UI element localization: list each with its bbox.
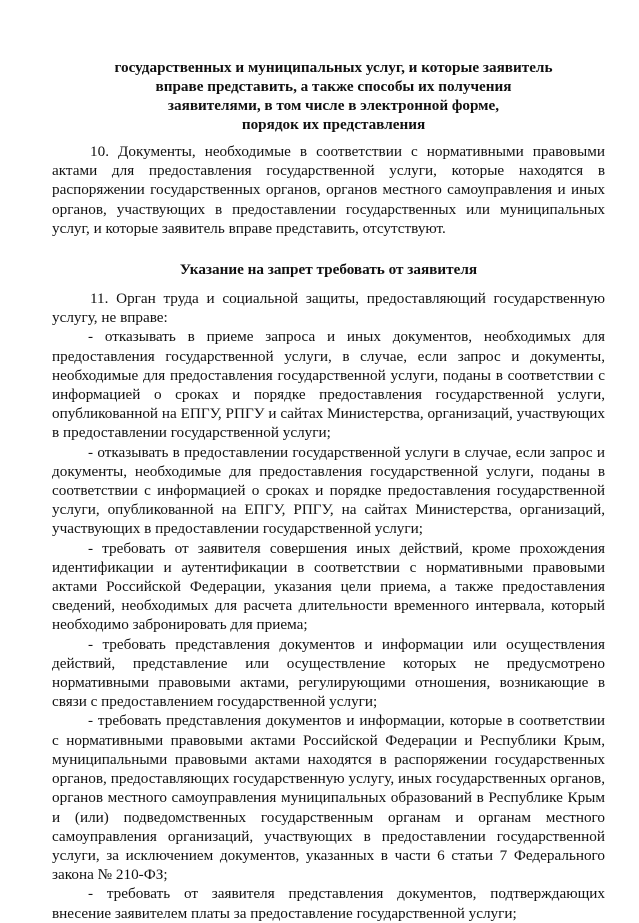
list-item: - требовать представления документов и информации или осуществления действий, представление или осуществление которых не предусмотрено нормативными правовыми актами, регулирующими отношения, возникающие в связи с предоставлением государственной услуги; — [52, 635, 605, 711]
heading-line: вправе представить, а также способы их получения — [155, 78, 512, 95]
list-item: - отказывать в приеме запроса и иных документов, необходимых для предоставления государственной услуги, в случае, если запрос и документы, необходимые для предоставления государственной услуги, поданы в соответствии с информацией о сроках и порядке предоставления государственной услуги, опубликованной на ЕПГУ, РПГУ и сайтах Министерства, организаций, участвующих в предоставлении государственной услуги; — [52, 328, 605, 442]
list-item: - отказывать в предоставлении государственной услуги в случае, если запрос и документы, необходимые для предоставления государственной услуги, поданы в соответствии с информацией о сроках и порядке предоставления государственной услуги, опубликованной на ЕПГУ, РПГУ, на сайтах Министерства, организаций, участвующих в предоставлении государственной услуги; — [52, 443, 605, 538]
heading-line: порядок их представления — [241, 116, 426, 133]
paragraph-10: 10. Документы, необходимые в соответствии с нормативными правовыми актами для предоставления государственной услуги, которые находятся в распоряжении государственных органов, органов местного самоуправления и иных органов, участвующих в предоставлении государственных или муниципальных услуг, и которые заявитель вправе представить, отсутствуют. — [52, 143, 605, 237]
paragraph-11: 11. Орган труда и социальной защиты, предоставляющий государственную услугу, не вправе: — [52, 290, 605, 327]
list-item: - требовать представления документов и информации, которые в соответствии с нормативными правовыми актами Российской Федерации и Республики Крым, муниципальными правовыми актами находятся в распоряжении государственных органов, предоставляющих государственную услугу, иных государственных органов, органов местного самоуправления муниципальных образований в Республике Крым и (или) подведомственных государственным органам и органам местного самоуправления организаций, участвующих в предоставлении государственной услуги, за исключением документов, указанных в части 6 статьи 7 Федерального закона № 210-ФЗ; — [52, 712, 605, 884]
heading-line: заявителями, в том числе в электронной форме, — [167, 97, 500, 114]
heading-line: государственных и муниципальных услуг, и которые заявитель — [114, 59, 553, 76]
section-heading-documents — [62, 58, 605, 134]
section-title-prohibition: Указание на запрет требовать от заявителя — [179, 261, 478, 279]
list-item: - требовать от заявителя совершения иных действий, кроме прохождения идентификации и аутентификации в соответствии с нормативными правовыми актами Российской Федерации, указания цели приема, а также предоставления сведений, необходимых для расчета длительности временного интервала, который необходимо забронировать для приема; — [52, 539, 605, 634]
list-item: - требовать от заявителя представления документов, подтверждающих внесение заявителем платы за предоставление государственной услуги; — [52, 885, 605, 922]
